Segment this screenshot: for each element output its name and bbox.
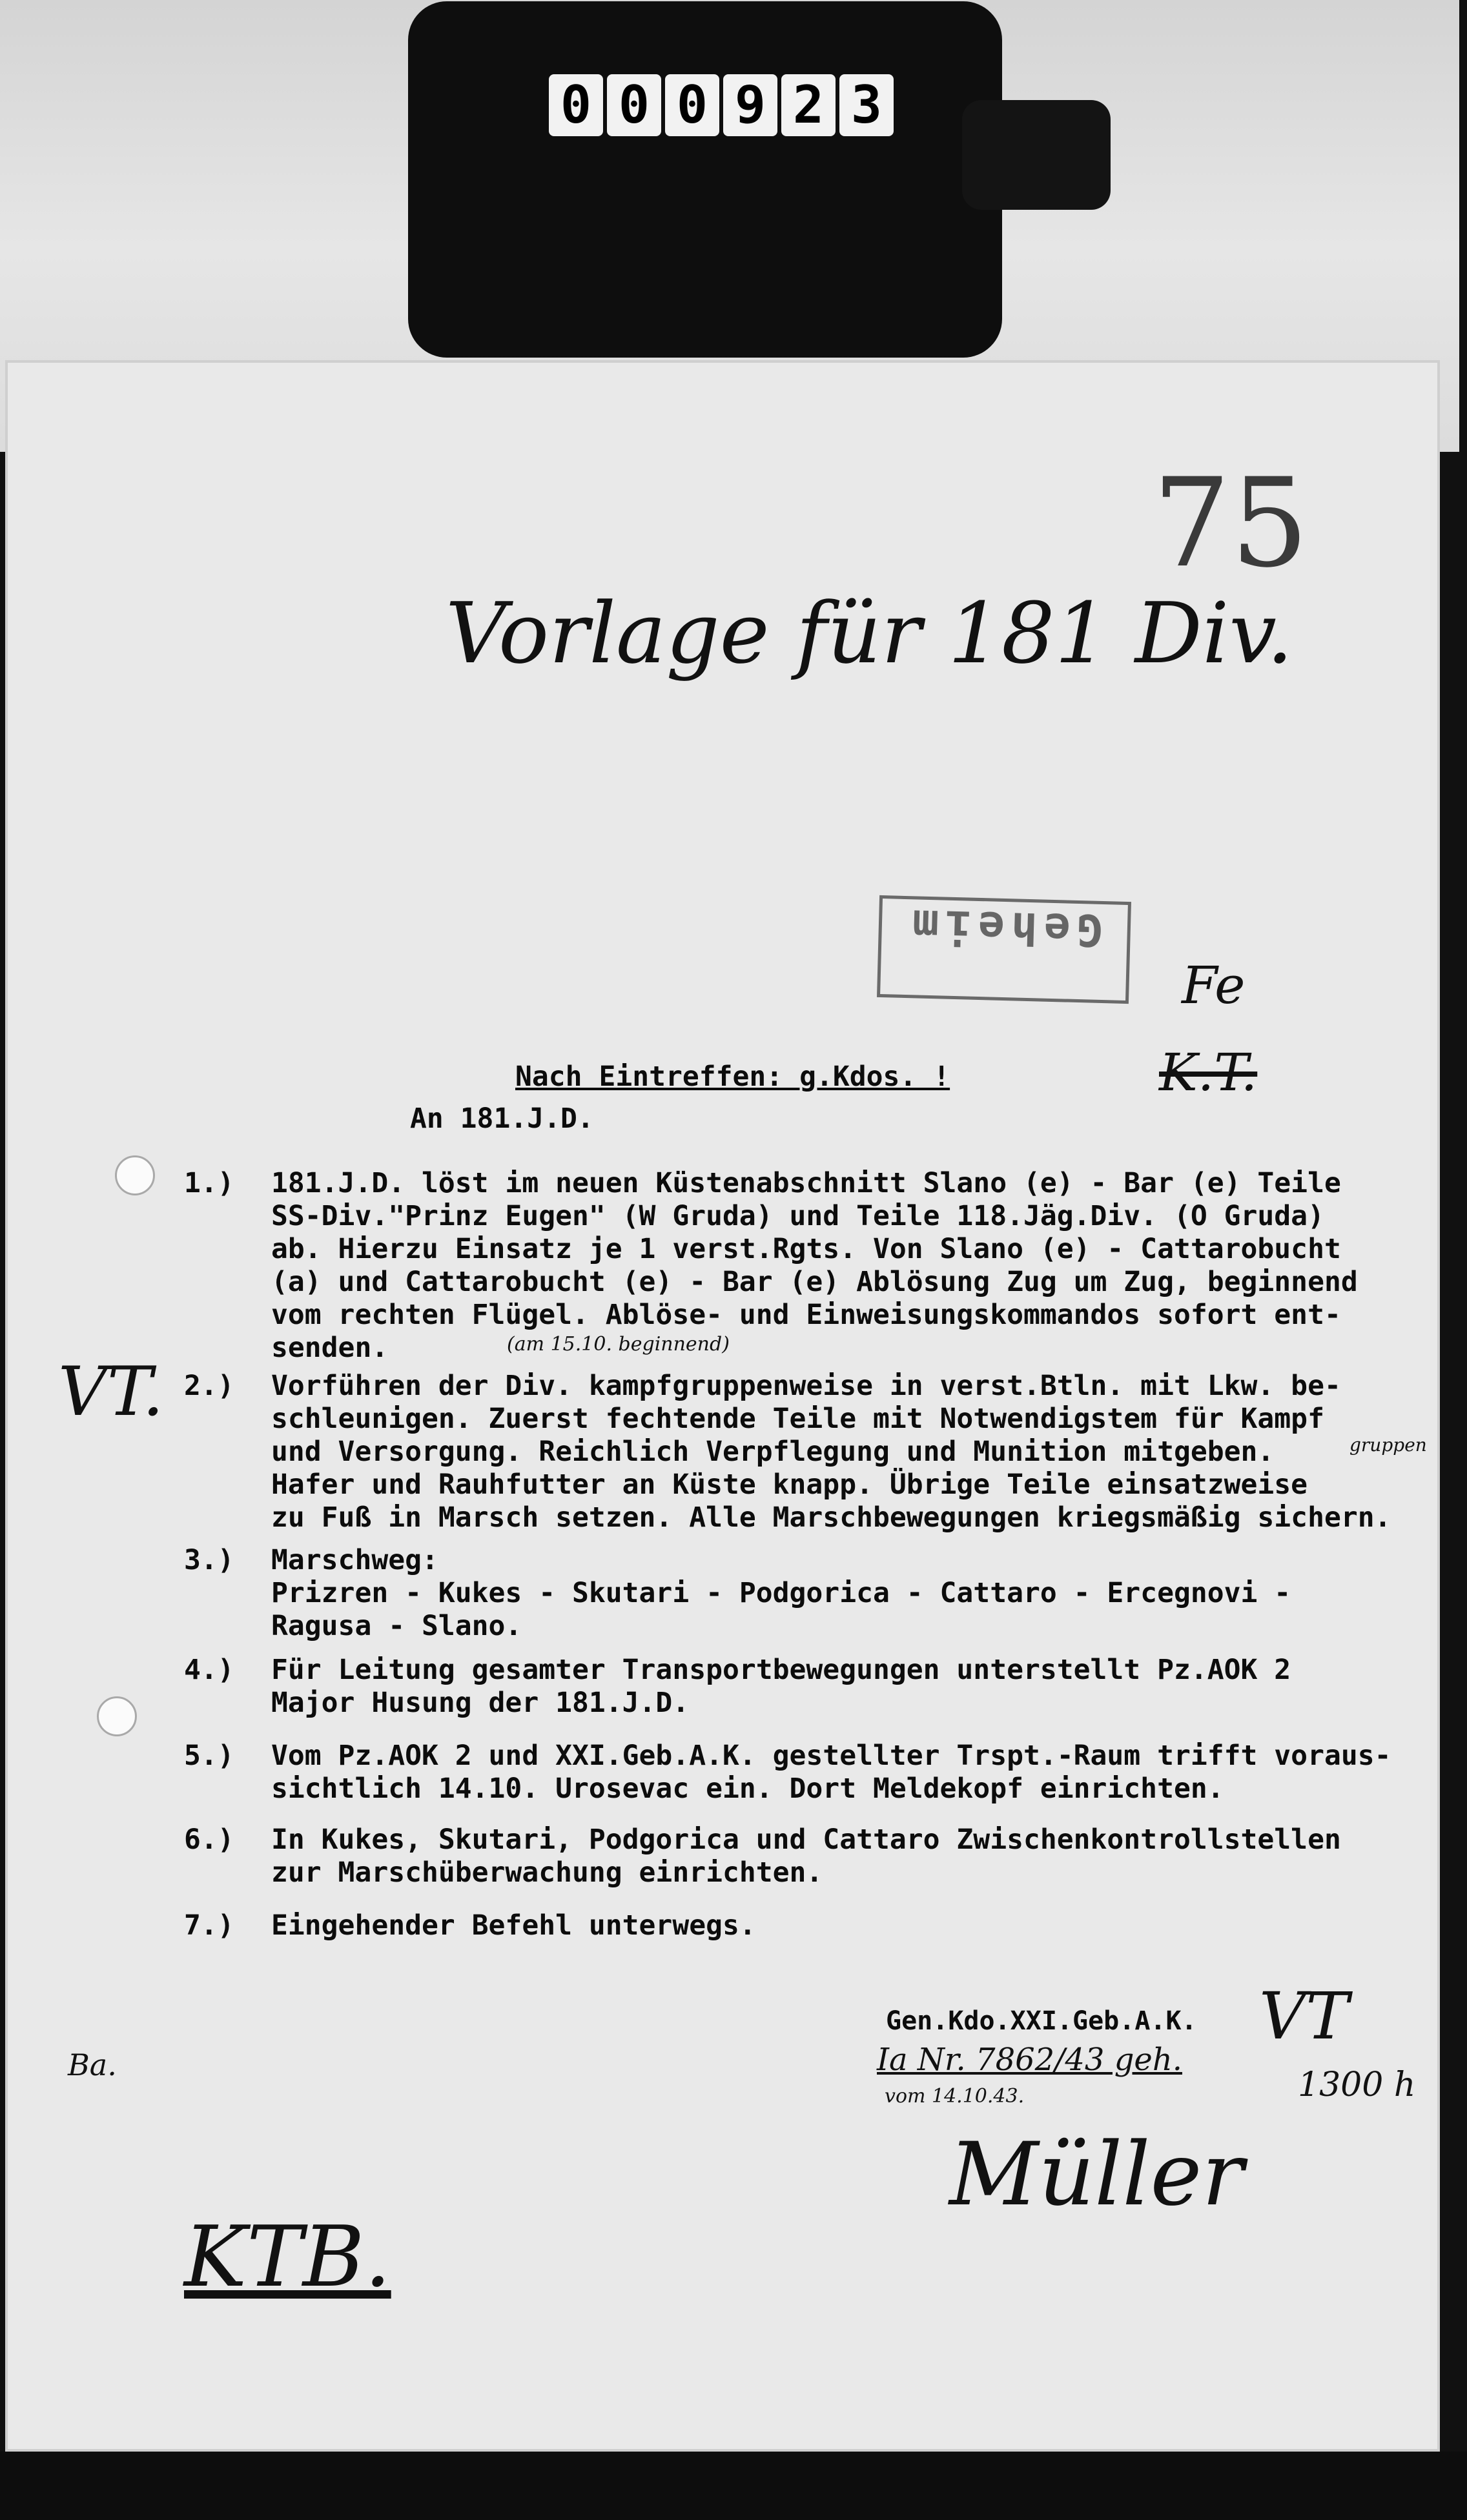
item-line: senden.	[271, 1332, 389, 1364]
addressee: An 181.J.D.	[410, 1102, 594, 1135]
item-line: Für Leitung gesamter Transportbewegungen unterstellt Pz.AOK 2	[271, 1654, 1291, 1686]
item-line: Prizren - Kukes - Skutari - Podgorica - Cattaro - Ercegnovi -	[271, 1577, 1291, 1609]
margin-note-ba: Ba.	[68, 2048, 117, 2082]
item-text	[271, 1370, 1391, 1534]
item-line: Hafer und Rauhfutter an Küste knapp. Übrige Teile einsatzweise	[271, 1468, 1308, 1501]
counter-digit: 0	[607, 74, 661, 136]
item-text	[271, 1654, 1291, 1720]
item-line: Marschweg:	[271, 1544, 438, 1576]
reference-number: Ia Nr. 7862/43 geh.	[877, 2042, 1182, 2078]
handwritten-initials: VT.	[58, 1352, 164, 1431]
item-text	[271, 1824, 1341, 1889]
item-line: Eingehender Befehl unterwegs.	[271, 1909, 756, 1942]
time-mark: 1300 h	[1298, 2066, 1416, 2104]
film-edge	[0, 2452, 1467, 2520]
signature: Müller	[949, 2124, 1244, 2225]
frame-counter-digits	[549, 74, 898, 139]
item-text	[271, 1740, 1391, 1805]
item-line: Vom Pz.AOK 2 und XXI.Geb.A.K. gestellter Trspt.-Raum trifft voraus-	[271, 1740, 1391, 1772]
document-heading: Nach Eintreffen: g.Kdos. !	[515, 1061, 950, 1093]
item-line: zu Fuß in Marsch setzen. Alle Marschbewegungen kriegsmäßig sichern.	[271, 1501, 1391, 1534]
issuing-unit: Gen.Kdo.XXI.Geb.A.K.	[886, 2006, 1197, 2036]
item-line: und Versorgung. Reichlich Verpflegung und Munition mitgeben.	[271, 1436, 1275, 1468]
reference-date: vom 14.10.43.	[885, 2085, 1025, 2108]
punch-hole	[97, 1696, 137, 1736]
item-line: schleunigen. Zuerst fechtende Teile mit Notwendigstem für Kampf	[271, 1403, 1324, 1435]
counter-digit: 3	[839, 74, 894, 136]
item-line: (a) und Cattarobucht (e) - Bar (e) Ablösung Zug um Zug, beginnend	[271, 1266, 1358, 1298]
counter-digit: 0	[549, 74, 603, 136]
routing-mark: K.T.	[1159, 1042, 1258, 1102]
counter-digit: 2	[781, 74, 836, 136]
item-number: 3.)	[184, 1544, 234, 1576]
counter-digit: 0	[665, 74, 719, 136]
item-line: sichtlich 14.10. Urosevac ein. Dort Meldekopf einrichten.	[271, 1773, 1224, 1805]
item-number: 5.)	[184, 1740, 234, 1772]
handwritten-insert: gruppen	[1349, 1434, 1427, 1456]
handwritten-title: Vorlage für 181 Div.	[446, 584, 1293, 682]
item-line: Ragusa - Slano.	[271, 1610, 522, 1642]
stamp-text: Geheim	[905, 899, 1104, 955]
frame-counter-knob	[962, 100, 1111, 210]
item-line: ab. Hierzu Einsatz je 1 verst.Rgts. Von Slano (e) - Cattarobucht	[271, 1233, 1341, 1265]
item-number: 6.)	[184, 1824, 234, 1856]
handwritten-insert: (am 15.10. beginnend)	[507, 1333, 730, 1356]
ktb-mark: KTB.	[184, 2208, 391, 2306]
item-line: vom rechten Flügel. Ablöse- und Einweisungskommandos sofort ent-	[271, 1299, 1341, 1331]
item-number: 2.)	[184, 1370, 234, 1402]
secret-stamp	[877, 895, 1131, 1004]
item-text	[271, 1544, 1291, 1643]
item-line: Vorführen der Div. kampfgruppenweise in verst.Btln. mit Lkw. be-	[271, 1370, 1341, 1402]
item-number: 7.)	[184, 1909, 234, 1942]
item-number: 4.)	[184, 1654, 234, 1686]
folio-number: 75	[1153, 452, 1309, 594]
punch-hole	[115, 1155, 155, 1195]
item-line: 181.J.D. löst im neuen Küstenabschnitt Slano (e) - Bar (e) Teile	[271, 1167, 1341, 1199]
item-line: SS-Div."Prinz Eugen" (W Gruda) und Teile 118.Jäg.Div. (O Gruda)	[271, 1200, 1324, 1232]
counter-digit: 9	[723, 74, 777, 136]
item-line: Major Husung der 181.J.D.	[271, 1687, 690, 1719]
item-text	[271, 1167, 1358, 1365]
routing-mark: Fe	[1182, 955, 1246, 1015]
item-text	[271, 1909, 756, 1942]
item-number: 1.)	[184, 1167, 234, 1199]
item-line: zur Marschüberwachung einrichten.	[271, 1856, 823, 1889]
handwritten-initials: VT	[1259, 1978, 1349, 2054]
item-line: In Kukes, Skutari, Podgorica und Cattaro Zwischenkontrollstellen	[271, 1824, 1341, 1856]
frame-counter	[408, 1, 1002, 358]
